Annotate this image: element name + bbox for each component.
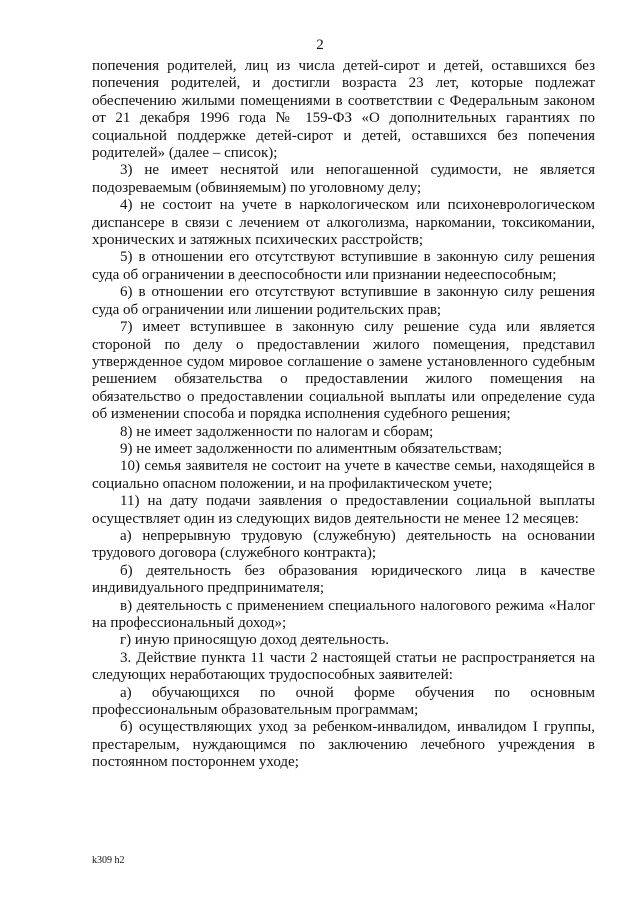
paragraph-subitem-a: а) непрерывную трудовую (служебную) деятельность на основании трудового договора (служебного контракта); — [92, 527, 595, 562]
paragraph-item-3: 3) не имеет неснятой или непогашенной судимости, не является подозреваемым (обвиняемым) по уголовному делу; — [92, 162, 595, 196]
paragraph-subitem-b: б) деятельность без образования юридического лица в качестве индивидуального предпринимателя; — [92, 562, 595, 597]
paragraph-item-7: 7) имеет вступившее в законную силу решение суда или является стороной по делу о предоставлении жилого помещения, представил утвержденное судом мировое соглашение о замене установленного судебным решением обязательства о предоставлении жилого помещения на обязательство о предоставлении социальной выплаты или определение суда об изменении способа и порядка исполнения судебного решения; — [92, 319, 595, 423]
document-body — [92, 58, 595, 772]
page-number: 2 — [316, 37, 324, 53]
paragraph-item-5: 5) в отношении его отсутствуют вступившие в законную силу решения суда об ограничении в дееспособности или признании недееспособным; — [92, 249, 595, 283]
paragraph-item-4: 4) не состоит на учете в наркологическом или психоневрологическом диспансере в связи с лечением от алкоголизма, наркомании, токсикомании, хронических и затяжных психических расстройств; — [92, 197, 595, 249]
paragraph-item-8: 8) не имеет задолженности по налогам и сборам; — [120, 423, 434, 440]
paragraph-item-9: 9) не имеет задолженности по алиментным обязательствам; — [120, 440, 503, 457]
paragraph-continuation: попечения родителей, лиц из числа детей-сирот и детей, оставшихся без попечения родителей, и достигли возраста 23 лет, которые подлежат обеспечению жилыми помещениями в соответствии с Федеральным законом от 21 декабря 1996 года № 159-ФЗ «О дополнительных гарантиях по социальной поддержке детей-сирот и детей, оставшихся без попечения родителей» (далее – список); — [92, 58, 595, 162]
paragraph-subitem-g: г) иную приносящую доход деятельность. — [120, 632, 389, 649]
paragraph-item-6: 6) в отношении его отсутствуют вступившие в законную силу решения суда об ограничении или лишении родительских прав; — [92, 284, 595, 318]
paragraph-subitem-v: в) деятельность с применением специального налогового режима «Налог на профессиональный доход»; — [92, 597, 595, 631]
paragraph-part-3-subitem-b: б) осуществляющих уход за ребенком-инвалидом, инвалидом I группы, престарелым, нуждающимся по заключению лечебного учреждения в постоянном постороннем уходе; — [92, 719, 595, 771]
paragraph-item-10: 10) семья заявителя не состоит на учете в качестве семьи, находящейся в социально опасном положении, и на профилактическом учете; — [92, 458, 595, 492]
paragraph-item-11: 11) на дату подачи заявления о предоставлении социальной выплаты осуществляет один из следующих видов деятельности не менее 12 месяцев: — [92, 493, 595, 527]
paragraph-part-3-subitem-a: а) обучающихся по очной форме обучения по основным профессиональным образовательным программам; — [92, 684, 595, 719]
footer-code: k309 h2 — [92, 855, 125, 866]
paragraph-part-3: 3. Действие пункта 11 части 2 настоящей статьи не распространяется на следующих неработающих трудоспособных заявителей: — [92, 649, 595, 684]
